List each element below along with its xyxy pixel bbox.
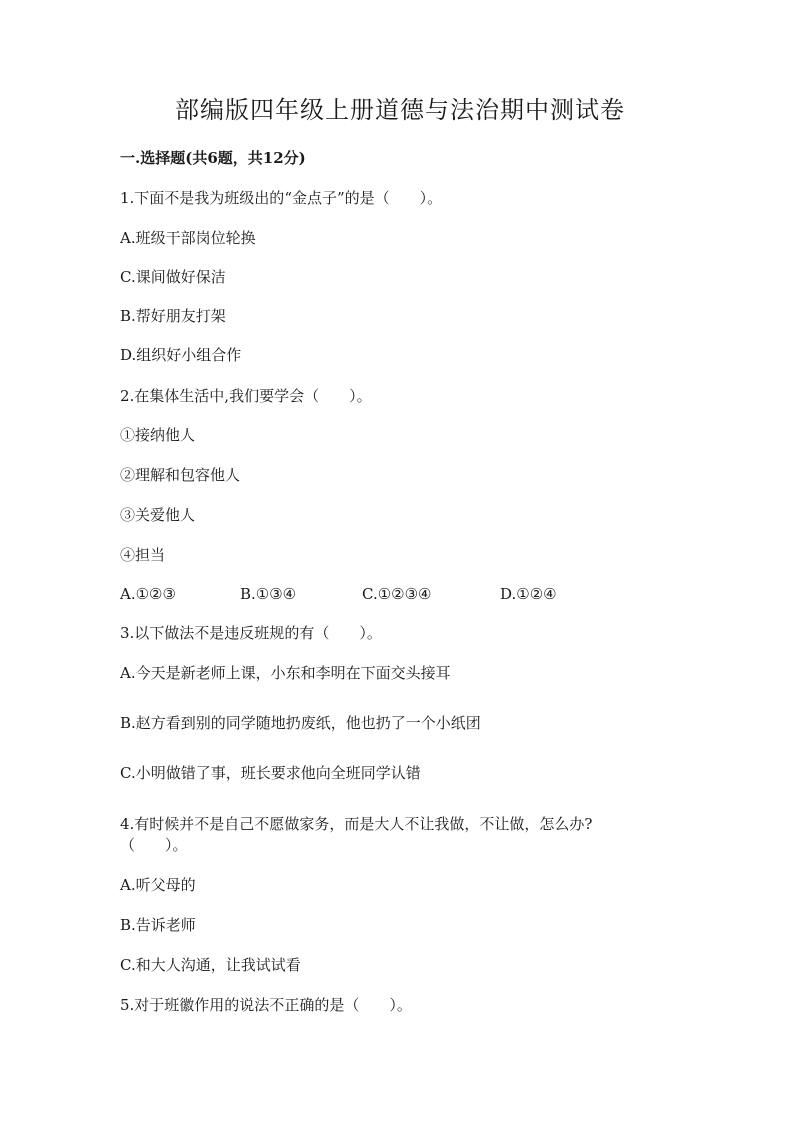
question-3-option: C.小明做错了事，班长要求他向全班同学认错 (120, 764, 421, 782)
question-1-option: C.课间做好保洁 (120, 268, 226, 286)
question-2-option: C.①②③④ (362, 585, 432, 603)
question-2-item: ①接纳他人 (120, 426, 196, 444)
question-2-option: A.①②③ (120, 585, 176, 603)
question-4-stem: 4.有时候并不是自己不愿做家务，而是大人不让我做，不让做，怎么办? (120, 815, 593, 833)
question-3-option: B.赵方看到别的同学随地扔废纸，他也扔了一个小纸团 (120, 714, 481, 732)
question-2-option: D.①②④ (500, 585, 557, 603)
question-4-option: B.告诉老师 (120, 916, 196, 934)
question-4-option: C.和大人沟通，让我试试看 (120, 956, 301, 974)
question-1-stem: 1.下面不是我为班级出的“金点子”的是（ ）。 (120, 189, 443, 207)
question-2-options-row (120, 583, 680, 605)
question-2-item: ④担当 (120, 546, 166, 564)
section-heading: 一.选择题(共6题，共12分) (120, 149, 306, 167)
page-title: 部编版四年级上册道德与法治期中测试卷 (175, 96, 625, 124)
question-2-item: ②理解和包容他人 (120, 466, 241, 484)
question-4-stem-continued: （ ）。 (120, 836, 188, 854)
question-4-option: A.听父母的 (120, 876, 196, 894)
question-2-item: ③关爱他人 (120, 506, 196, 524)
question-1-option: D.组织好小组合作 (120, 346, 242, 364)
question-2-option: B.①③④ (240, 585, 297, 603)
question-1-option: A.班级干部岗位轮换 (120, 229, 256, 247)
question-2-stem: 2.在集体生活中,我们要学会（ ）。 (120, 387, 372, 405)
question-5-stem: 5.对于班徽作用的说法不正确的是（ ）。 (120, 996, 412, 1014)
question-1-option: B.帮好朋友打架 (120, 307, 226, 325)
question-3-option: A.今天是新老师上课，小东和李明在下面交头接耳 (120, 664, 451, 682)
question-3-stem: 3.以下做法不是违反班规的有（ ）。 (120, 624, 382, 642)
